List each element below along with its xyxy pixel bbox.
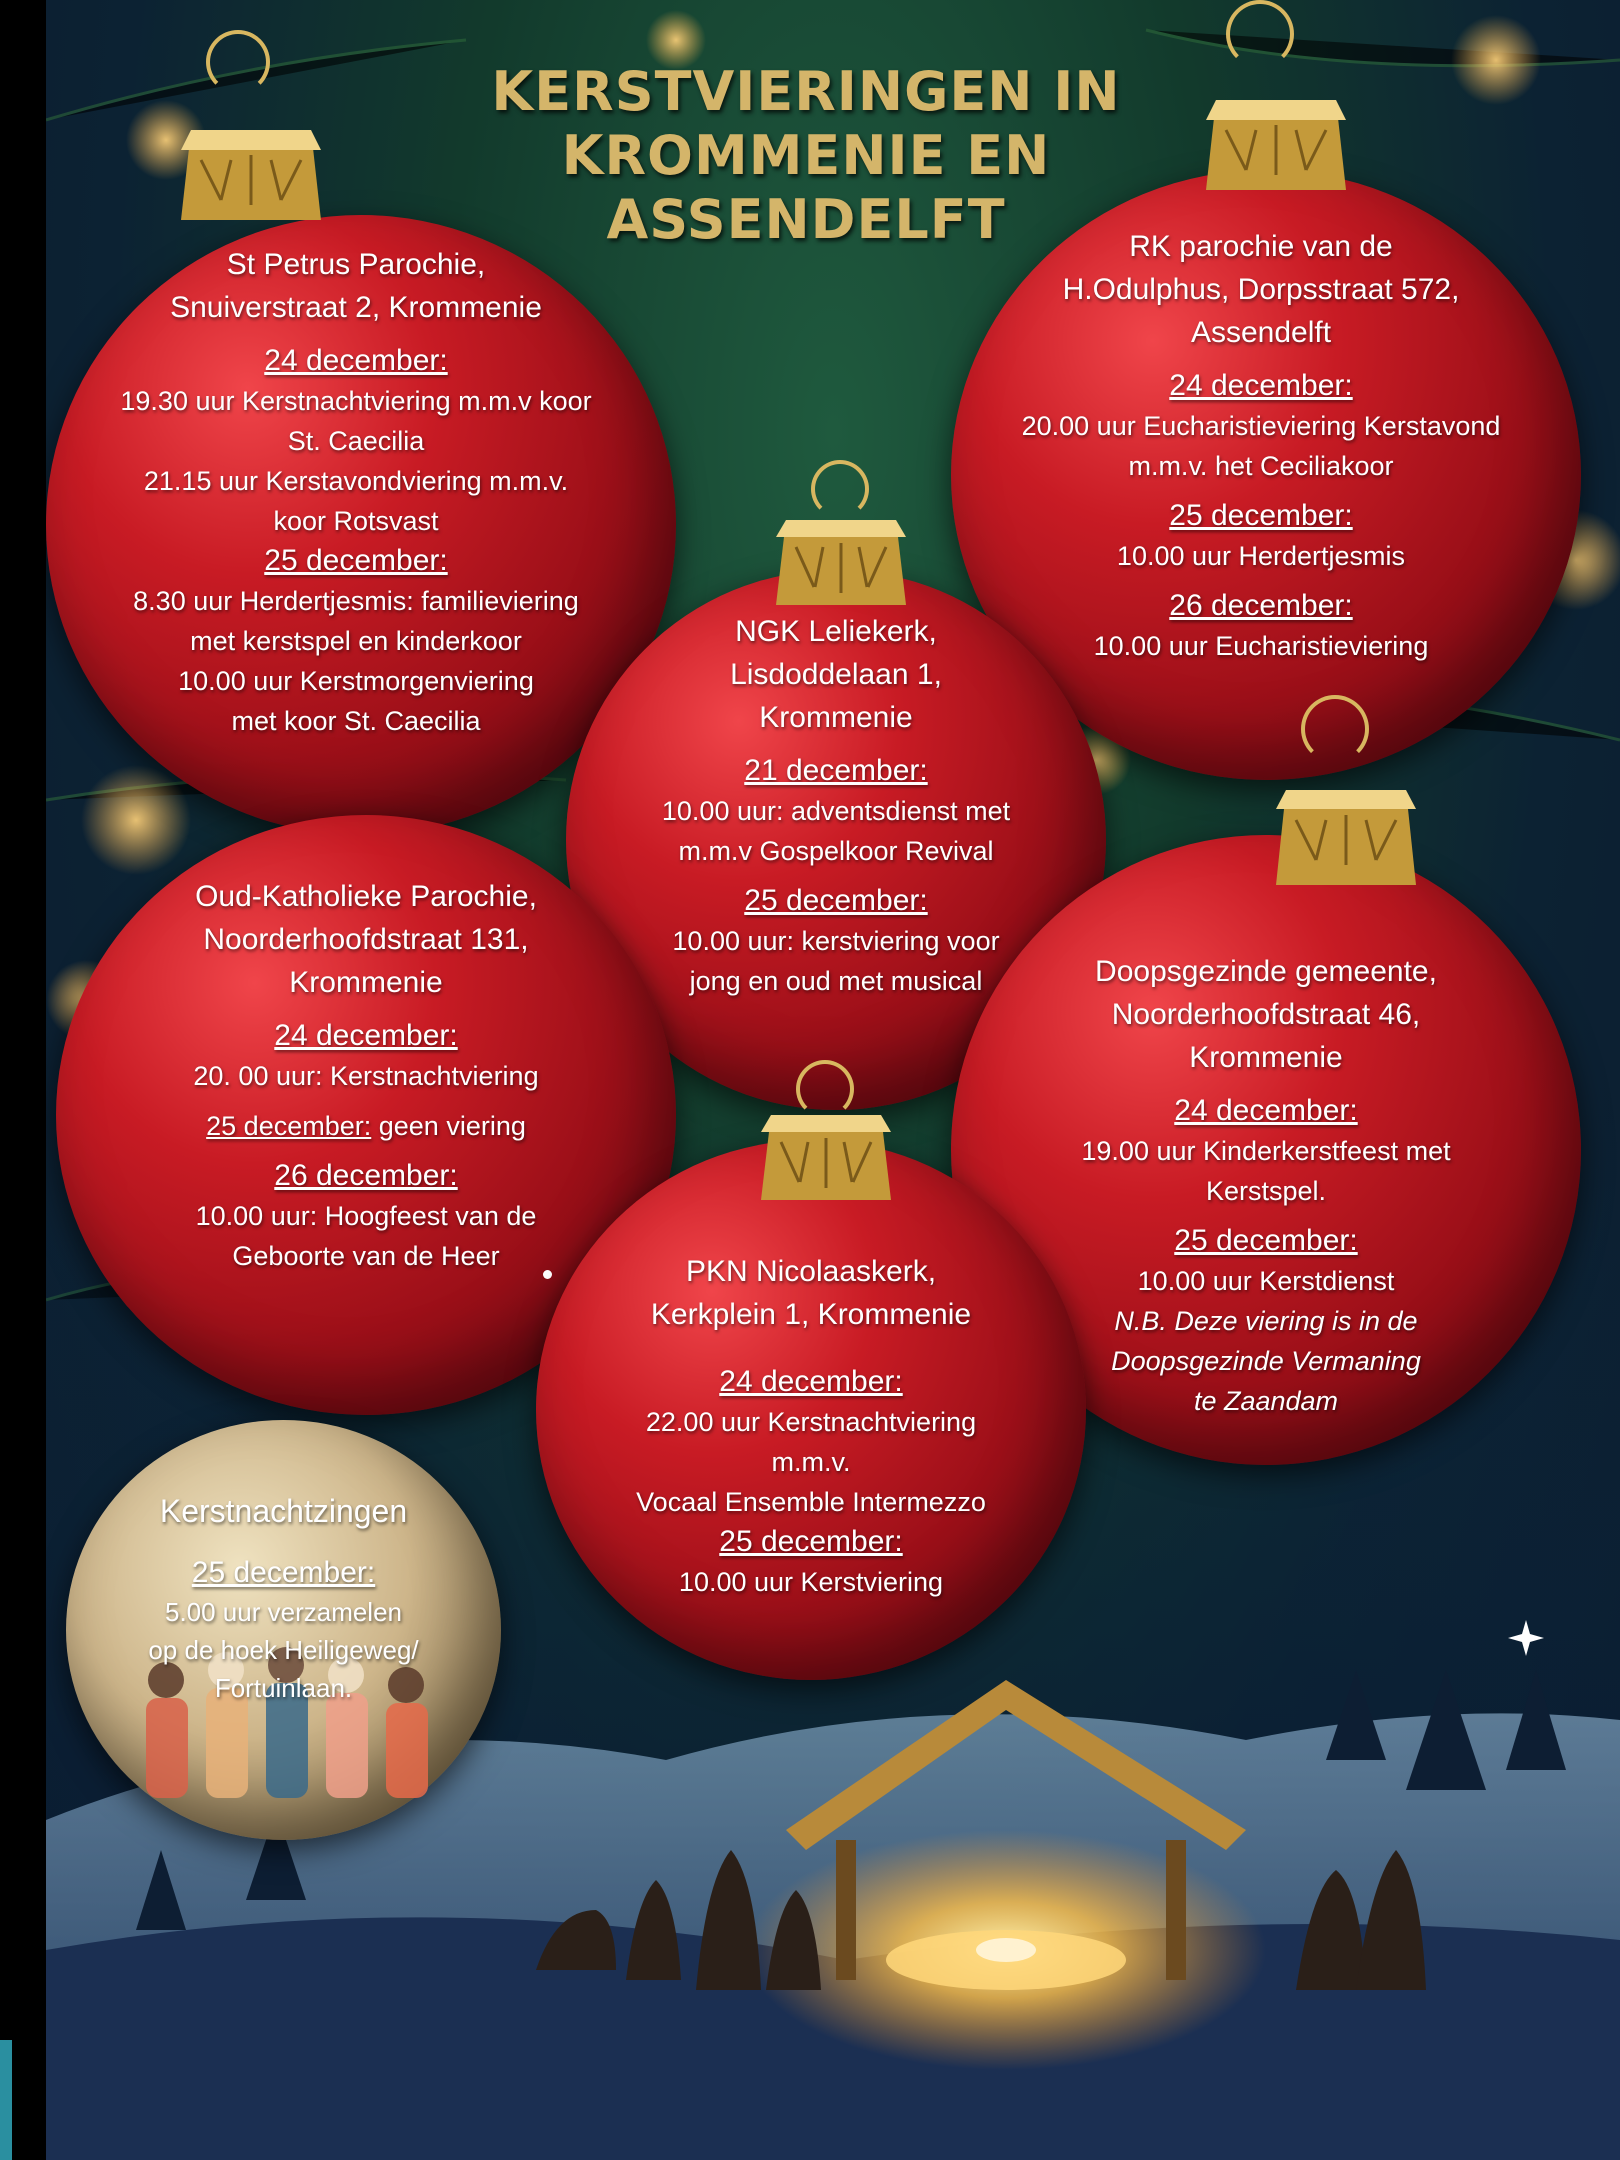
hook-odulphus (1226, 0, 1294, 68)
odulphus-line-4: 10.00 uur Eucharistieviering (1093, 631, 1429, 661)
pkn-header-2: Kerkplein 1, Krommenie (650, 1298, 972, 1331)
text-kerstnachtzingen (106, 1490, 461, 1707)
doopsgezind-header-1: Doopsgezinde gemeente, (1095, 955, 1437, 988)
odulphus-line-1: 20.00 uur Eucharistieviering Kerstavond (1021, 411, 1501, 441)
st-petrus-line-6: met kerstspel en kinderkoor (190, 626, 522, 656)
ngk-line-2: m.m.v Gospelkoor Revival (678, 836, 994, 866)
ngk-date-1: 21 december: (744, 754, 928, 787)
ngk-line-1: 10.00 uur: adventsdienst met (661, 796, 1011, 826)
cap-st-petrus (171, 100, 331, 230)
oud-katholiek-header-1: Oud-Katholieke Parochie, (195, 880, 537, 913)
ngk-date-2: 25 december: (744, 884, 928, 917)
kerstnacht-date-1: 25 december: (191, 1556, 376, 1589)
oud-katholiek-header-3: Krommenie (289, 966, 443, 999)
text-oud-katholiek (106, 875, 626, 1276)
oud-katholiek-line-3: 10.00 uur: Hoogfeest van de (195, 1201, 537, 1231)
odulphus-header-1: RK parochie van de (1129, 230, 1393, 263)
doopsgezind-line-1: 19.00 uur Kinderkerstfeest met (1081, 1136, 1451, 1166)
cap-ngk (771, 505, 911, 610)
kerstnacht-line-2: op de hoek Heiligeweg/ (148, 1635, 419, 1665)
ngk-line-4: jong en oud met musical (689, 966, 983, 996)
text-st-petrus (76, 243, 636, 741)
sparkle-dot (543, 1270, 552, 1279)
pkn-header-1: PKN Nicolaaskerk, (685, 1255, 937, 1288)
doopsgezind-line-3: 10.00 uur Kerstdienst (1137, 1266, 1395, 1296)
poster-title (486, 60, 1126, 252)
poster (46, 0, 1620, 2160)
ngk-header-1: NGK Leliekerk, (735, 615, 937, 648)
st-petrus-line-3: 21.15 uur Kerstavondviering m.m.v. (143, 466, 569, 496)
hook-st-petrus (206, 30, 270, 94)
st-petrus-line-1: 19.30 uur Kerstnachtviering m.m.v koor (120, 386, 592, 416)
text-odulphus (976, 225, 1546, 666)
title-line-2: KROMMENIE EN (561, 124, 1051, 187)
doopsgezind-date-1: 24 december: (1174, 1094, 1358, 1127)
oud-katholiek-line-2: geen viering (371, 1111, 526, 1141)
doopsgezind-header-3: Krommenie (1189, 1041, 1343, 1074)
oud-katholiek-date-2: 25 december: (206, 1111, 372, 1141)
cap-doopsgezind (1271, 775, 1421, 890)
ngk-header-2: Lisdoddelaan 1, (730, 658, 942, 691)
st-petrus-line-2: St. Caecilia (287, 426, 425, 456)
doopsgezind-note-1: N.B. Deze viering is in de (1114, 1306, 1418, 1336)
ngk-header-3: Krommenie (759, 701, 913, 734)
pkn-line-1: 22.00 uur Kerstnachtviering (645, 1407, 977, 1437)
cap-pkn (756, 1100, 896, 1205)
odulphus-date-2: 25 december: (1169, 499, 1353, 532)
title-line-3: ASSENDELFT (606, 188, 1006, 251)
st-petrus-line-4: koor Rotsvast (273, 506, 439, 536)
st-petrus-line-5: 8.30 uur Herdertjesmis: familieviering (133, 586, 579, 616)
oud-katholiek-line-1: 20. 00 uur: Kerstnachtviering (193, 1061, 539, 1091)
oud-katholiek-header-2: Noorderhoofdstraat 131, (203, 923, 529, 956)
doopsgezind-date-2: 25 december: (1174, 1224, 1358, 1257)
pkn-line-4: 10.00 uur Kerstviering (678, 1567, 944, 1597)
text-ngk (606, 610, 1066, 1001)
odulphus-line-2: m.m.v. het Ceciliakoor (1128, 451, 1394, 481)
st-petrus-line-8: met koor St. Caecilia (231, 706, 481, 736)
kerstnacht-header: Kerstnachtzingen (159, 1493, 408, 1529)
hook-doopsgezind (1301, 695, 1369, 763)
pkn-line-3: Vocaal Ensemble Intermezzo (636, 1487, 986, 1517)
oud-katholiek-date-3: 26 december: (274, 1159, 458, 1192)
st-petrus-header-2: Snuiverstraat 2, Krommenie (170, 291, 542, 324)
odulphus-date-1: 24 december: (1169, 369, 1353, 402)
doopsgezind-note-2: Doopsgezinde Vermaning (1111, 1346, 1421, 1376)
ngk-line-3: 10.00 uur: kerstviering voor (672, 926, 1000, 956)
text-doopsgezind (1001, 950, 1531, 1421)
odulphus-header-2: H.Odulphus, Dorpsstraat 572, (1062, 273, 1460, 306)
text-pkn (576, 1250, 1046, 1602)
st-petrus-header-1: St Petrus Parochie, (226, 248, 486, 281)
st-petrus-line-7: 10.00 uur Kerstmorgenviering (178, 666, 534, 696)
side-tab (0, 2040, 12, 2160)
left-edge-strip (0, 0, 46, 2160)
odulphus-line-3: 10.00 uur Herdertjesmis (1116, 541, 1406, 571)
pkn-line-2: m.m.v. (771, 1447, 851, 1477)
st-petrus-date-1: 24 december: (264, 344, 448, 377)
doopsgezind-note-3: te Zaandam (1193, 1386, 1339, 1416)
st-petrus-date-2: 25 december: (264, 544, 448, 577)
odulphus-date-3: 26 december: (1169, 589, 1353, 622)
oud-katholiek-date-1: 24 december: (274, 1019, 458, 1052)
pkn-date-1: 24 december: (719, 1365, 903, 1398)
kerstnacht-line-1: 5.00 uur verzamelen (164, 1597, 403, 1627)
pkn-date-2: 25 december: (719, 1525, 903, 1558)
odulphus-header-3: Assendelft (1190, 316, 1332, 349)
doopsgezind-header-2: Noorderhoofdstraat 46, (1111, 998, 1421, 1031)
title-line-1: KERSTVIERINGEN IN (491, 60, 1121, 123)
kerstnacht-line-3: Fortuinlaan. (214, 1673, 353, 1703)
cap-odulphus (1196, 80, 1356, 200)
doopsgezind-line-2: Kerstspel. (1205, 1176, 1327, 1206)
oud-katholiek-line-4: Geboorte van de Heer (232, 1241, 500, 1271)
